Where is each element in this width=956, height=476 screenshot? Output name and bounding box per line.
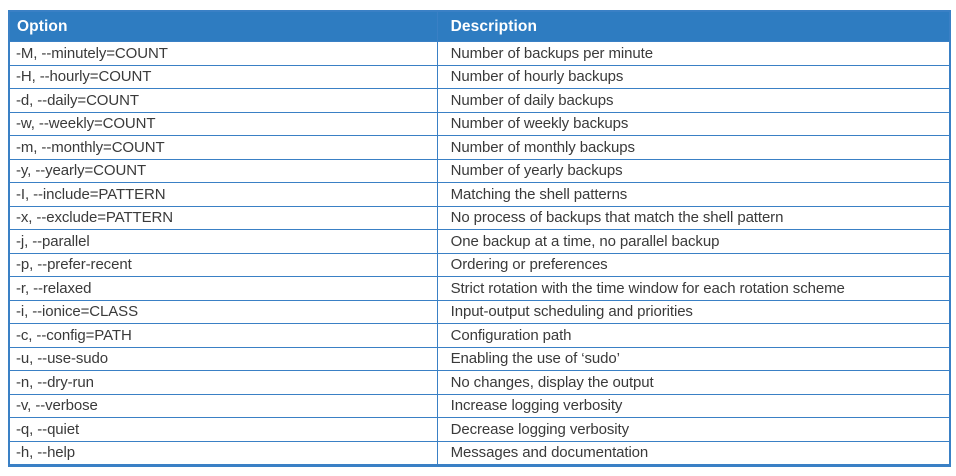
description-cell: Number of hourly backups (437, 65, 950, 89)
column-header-option: Option (9, 11, 437, 42)
table-row (9, 136, 950, 160)
table-row (9, 42, 950, 66)
option-cell: -c, --config=PATH (9, 324, 437, 348)
description-cell: No process of backups that match the shell pattern (437, 206, 950, 230)
column-header-description: Description (437, 11, 950, 42)
description-cell: Input-output scheduling and priorities (437, 300, 950, 324)
option-cell: -i, --ionice=CLASS (9, 300, 437, 324)
option-cell: -q, --quiet (9, 418, 437, 442)
description-cell: Strict rotation with the time window for each rotation scheme (437, 277, 950, 301)
table-row (9, 112, 950, 136)
option-cell: -m, --monthly=COUNT (9, 136, 437, 160)
table-row (9, 441, 950, 466)
option-cell: -H, --hourly=COUNT (9, 65, 437, 89)
table-row (9, 159, 950, 183)
option-cell: -h, --help (9, 441, 437, 466)
description-cell: Messages and documentation (437, 441, 950, 466)
option-cell: -u, --use-sudo (9, 347, 437, 371)
table-row (9, 89, 950, 113)
description-cell: Configuration path (437, 324, 950, 348)
description-cell: No changes, display the output (437, 371, 950, 395)
option-cell: -v, --verbose (9, 394, 437, 418)
table-row (9, 371, 950, 395)
description-cell: Number of yearly backups (437, 159, 950, 183)
table-row (9, 394, 950, 418)
description-cell: Number of backups per minute (437, 42, 950, 66)
table-row (9, 206, 950, 230)
option-cell: -x, --exclude=PATTERN (9, 206, 437, 230)
command-options-table (8, 10, 951, 467)
description-cell: Number of weekly backups (437, 112, 950, 136)
description-cell: One backup at a time, no parallel backup (437, 230, 950, 254)
option-cell: -w, --weekly=COUNT (9, 112, 437, 136)
option-cell: -r, --relaxed (9, 277, 437, 301)
table-row (9, 230, 950, 254)
description-cell: Number of daily backups (437, 89, 950, 113)
table-row (9, 324, 950, 348)
option-cell: -j, --parallel (9, 230, 437, 254)
description-cell: Enabling the use of ‘sudo’ (437, 347, 950, 371)
table-row (9, 347, 950, 371)
description-cell: Ordering or preferences (437, 253, 950, 277)
option-cell: -I, --include=PATTERN (9, 183, 437, 207)
option-cell: -y, --yearly=COUNT (9, 159, 437, 183)
table-row (9, 65, 950, 89)
option-cell: -M, --minutely=COUNT (9, 42, 437, 66)
table-row (9, 183, 950, 207)
table-header-row (9, 11, 950, 42)
table-row (9, 300, 950, 324)
description-cell: Matching the shell patterns (437, 183, 950, 207)
option-cell: -p, --prefer-recent (9, 253, 437, 277)
description-cell: Number of monthly backups (437, 136, 950, 160)
options-table-container (8, 10, 951, 467)
description-cell: Increase logging verbosity (437, 394, 950, 418)
table-row (9, 277, 950, 301)
table-row (9, 253, 950, 277)
option-cell: -n, --dry-run (9, 371, 437, 395)
description-cell: Decrease logging verbosity (437, 418, 950, 442)
table-row (9, 418, 950, 442)
option-cell: -d, --daily=COUNT (9, 89, 437, 113)
